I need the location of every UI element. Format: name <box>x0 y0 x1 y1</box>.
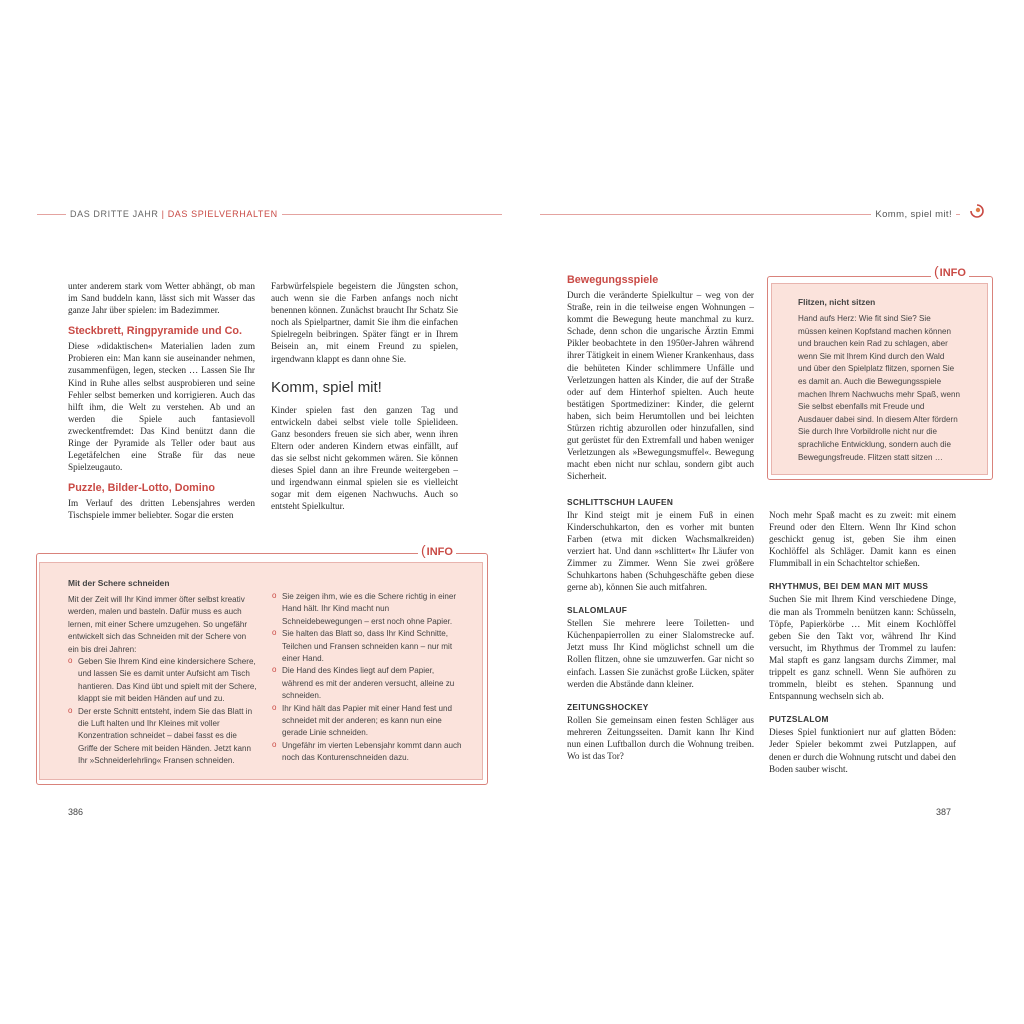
info-bracket-icon: ( <box>421 542 426 558</box>
page-number-left: 386 <box>68 807 84 817</box>
heading-bewegungsspiele: Bewegungsspiele <box>567 274 659 286</box>
paragraph-bewegungsspiele: Durch die veränderte Spielkultur – weg von der Straße, rein in die teilweise engen Wohnungen – kommt die Bewegung heute manchmal zu kurz. Schade, denn schon die ungarische Ärztin Emmi Pikler beobachtete in den 1950er-Jahren während ihrer Tätigkeit in einem Wiener Krankenhaus, dass die behüteten Kinder schlimmere Unfälle und Verletzungen hatten als Kinder, die auf der Straße oder auf dem Hinterhof spielten. Auch heute bestätigen Sportmediziner: Kinder, die gelernt haben, sich beim Herumtollen und bei leichten Stürzen richtig abzurollen oder hinzufallen, sind gut gerüstet für den Extremfall und haben weniger Verletzungen als »Bewegungsmuffel«. Bewegung macht eben nicht nur schlau, sondern gibt auch Sicherheit. <box>567 290 754 482</box>
info-box-intro: Mit der Zeit will Ihr Kind immer öfter selbst kreativ werden, malen und basteln. Dafür muss es auch lernen, mit einer Schere umzugehen. So ungefähr entwickelt sich das Schneiden mit der Schere von ein bis drei Jahren: <box>68 595 248 654</box>
info-box-right-col <box>272 591 464 765</box>
paragraph-schlittschuh: Ihr Kind steigt mit je einem Fuß in einen Kinderschuhkarton, den es vorher mit bunten Farben (etwa mit dicken Wachsmalkreiden) verziert hat. Und dann »schlittert« Ihr Läufer von Zimmer zu Zimmer. Wenn Sie zwei größere Schuhkartons haben (Schuhgeschäfte geben diese gerne ab), können Sie auch mitfahren. <box>567 509 754 593</box>
running-header-left <box>66 209 282 219</box>
info-box-scissors <box>39 562 483 780</box>
paragraph-intro: unter anderem stark vom Wetter abhängt, ob man im Sand buddeln kann, lässt sich mit Wasser das ganze Jahr über spielen: im Badezimmer. <box>68 281 255 316</box>
paragraph-rhythmus: Suchen Sie mit Ihrem Kind verschiedene Dinge, die man als Trommeln benützen kann: Schüsseln, Töpfe, Papierkörbe … Mit einem Kochlöffel geben Sie den Takt vor, während Ihr Kind versucht, im Rhythmus der Trommel zu laufen: Mal stapft es ganz langsam durchs Zimmer, mal trippelt es ganz schnell. Wenn Sie aufhören zu trommeln, bleibt es stehen. Spannung und Entspannung wechseln sich ab. <box>769 594 956 702</box>
left-column-1 <box>68 280 255 522</box>
heading-zeitungshockey: ZEITUNGSHOCKEY <box>567 701 649 712</box>
swirl-ornament-icon <box>968 202 986 220</box>
list-item: o Der erste Schnitt entsteht, indem Sie das Blatt in die Luft halten und Ihr Kleines mit voller Konzentration schneidet – dabei fasst es die Griffe der Schere mit beiden Händen. Jetzt kann Ihr »Schneiderlehrling« Fransen schneiden. <box>68 706 258 768</box>
list-item: o Geben Sie Ihrem Kind eine kindersichere Schere, und lassen Sie es damit unter Aufsicht am Tisch hantieren. Das Kind übt und spielt mit der Schere, klappt sie mit beiden Händen auf und zu. <box>68 656 258 706</box>
list-item: o Ungefähr im vierten Lebensjahr kommt dann auch noch das Konturenschneiden dazu. <box>272 740 464 765</box>
paragraph-farbwuerfel: Farbwürfelspiele begeistern die Jüngsten schon, auch wenn sie die Farben anfangs noch nicht benennen können. Zunächst braucht Ihr Schatz Sie noch als Spielpartner, damit Sie ihm die einfachen Spielregeln beibringen. Später fängt er in Ihrem Beisein an, mit einem Freund zu spielen, irgendwann klappt es dann ohne Sie. <box>271 281 458 364</box>
paragraph-puzzle: Im Verlauf des dritten Lebensjahres werden Tischspiele immer beliebter. Sogar die ersten <box>68 498 255 521</box>
header-separator: | <box>161 209 165 219</box>
paragraph-putzslalom: Dieses Spiel funktioniert nur auf glatten Böden: Jeder Spieler bekommt zwei Putzlappen, auf denen er durch die Wohnung rutscht und dabei den Boden sauber wischt. <box>769 727 956 774</box>
info-tag-label: INFO <box>939 267 966 279</box>
right-column-1 <box>567 274 754 762</box>
heading-putzslalom: PUTZSLALOM <box>769 714 829 725</box>
list-item: o Die Hand des Kindes liegt auf dem Papier, während es mit der anderen versucht, alleine zu schneiden. <box>272 665 464 702</box>
header-section: DAS DRITTE JAHR <box>70 209 159 219</box>
right-column-2 <box>769 509 956 775</box>
left-column-2 <box>271 280 458 513</box>
info-list-left <box>68 656 258 768</box>
info-box-title: Flitzen, nicht sitzen <box>798 297 876 307</box>
heading-puzzle: Puzzle, Bilder-Lotto, Domino <box>68 482 215 495</box>
info-list-right <box>272 591 464 765</box>
info-box-title: Mit der Schere schneiden <box>68 578 170 588</box>
page-number-right: 387 <box>936 807 952 817</box>
list-item: o Ihr Kind hält das Papier mit einer Hand fest und schneidet mit der anderen; es kann nun eine gerade Linie schneiden. <box>272 703 464 740</box>
info-box-text: Hand aufs Herz: Wie fit sind Sie? Sie müssen keinen Kopfstand machen können und brauchen kein Rad zu schlagen, aber wenn Sie mit Ihrem Kind durch den Wald und über den Spielplatz flitzen, spornen Sie es damit an. Auch die Bewegungsspiele machen Ihrem Nachwuchs mehr Spaß, wenn Sie selbst ebenfalls mit Freude und Ausdauer dabei sind. In diesem Alter fördern Sie durch Ihre Vorbildrolle nicht nur die sprachliche Entwicklung, sondern auch die Bewegungsfreude. Flitzen statt sitzen … <box>798 314 960 462</box>
paragraph-zeitungshockey: Rollen Sie gemeinsam einen festen Schläger aus mehreren Zeitungsseiten. Damit kann Ihr Kind nun einen Luftballon durch die Wohnung treiben. Wo ist das Tor? <box>567 714 754 761</box>
info-bracket-icon: ( <box>934 263 939 279</box>
list-item: o Sie zeigen ihm, wie es die Schere richtig in einer Hand hält. Ihr Kind macht nun Schneidebewegungen – erst noch ohne Papier. <box>272 591 464 628</box>
info-box-flitzen <box>771 283 988 475</box>
heading-rhythmus: RHYTHMUS, BEI DEM MAN MIT MUSS <box>769 581 929 592</box>
heading-schlittschuh: SCHLITTSCHUH LAUFEN <box>567 496 674 507</box>
heading-steckbrett: Steckbrett, Ringpyramide und Co. <box>68 325 242 338</box>
heading-komm-spiel-mit: Komm, spiel mit! <box>271 378 382 396</box>
list-item: o Sie halten das Blatt so, dass Ihr Kind Schnitte, Teilchen und Fransen schneiden kann – nur mit einer Hand. <box>272 628 464 665</box>
info-tag-right <box>931 263 969 279</box>
info-box-left-col <box>68 578 258 768</box>
info-tag-label: INFO <box>426 546 453 558</box>
info-tag-left <box>418 542 456 558</box>
heading-slalomlauf: SLALOMLAUF <box>567 605 628 616</box>
info-box-flitzen-content <box>798 297 960 464</box>
paragraph-komm-spiel-mit: Kinder spielen fast den ganzen Tag und entwickeln dabei selbst viele tolle Spielideen. Ganz besonders freuen sie sich aber, wenn ihren Eltern oder anderen Kindern etwas einfällt, auf das sie selbst nicht gekommen wären. Sie können dieses Spiel dann an ihre Freunde weitergeben – und irgendwann einmal spielen sie es vielleicht sogar mit dem eigenen Nachwuchs. Auch so entsteht Spielkultur. <box>271 404 458 512</box>
paragraph-slalomlauf: Stellen Sie mehrere leere Toiletten- und Küchenpapierrollen zu einer Slalomstrecke auf. Jetzt muss Ihr Kind möglichst schnell um die Rollen flitzen, ohne sie umzuwerfen. Gar nicht so einfach. Lassen Sie zunächst große Lücken, später werden die Abstände dann kleiner. <box>567 618 754 689</box>
paragraph-zu-zweit: Noch mehr Spaß macht es zu zweit: mit einem Freund oder den Eltern. Wenn Ihr Kind schon geschickt genug ist, geben Sie ihm einen Kochlöffel als Schläger. Damit kann es einen Flummiball in ein Schachteltor schießen. <box>769 510 956 569</box>
running-header-right: Komm, spiel mit! <box>871 209 956 220</box>
paragraph-steckbrett: Diese »didaktischen« Materialien laden zum Probieren ein: Man kann sie auseinander nehmen, zusammenfügen, legen, stecken … Lassen Sie Ihr Kind in Ruhe alles selbst ausprobieren und seine Fehler selbst bemerken und korrigieren. Auch das hilft ihm, die Welt zu verstehen. Ab und an werden die Spiele auch fantasievoll zweckentfremdet: Das Kind benützt dann die Ringe der Pyramide als Teller oder baut aus Legetäfelchen eine Straße für das neue Spielzeugauto. <box>68 341 255 473</box>
header-chapter: DAS SPIELVERHALTEN <box>167 209 278 219</box>
